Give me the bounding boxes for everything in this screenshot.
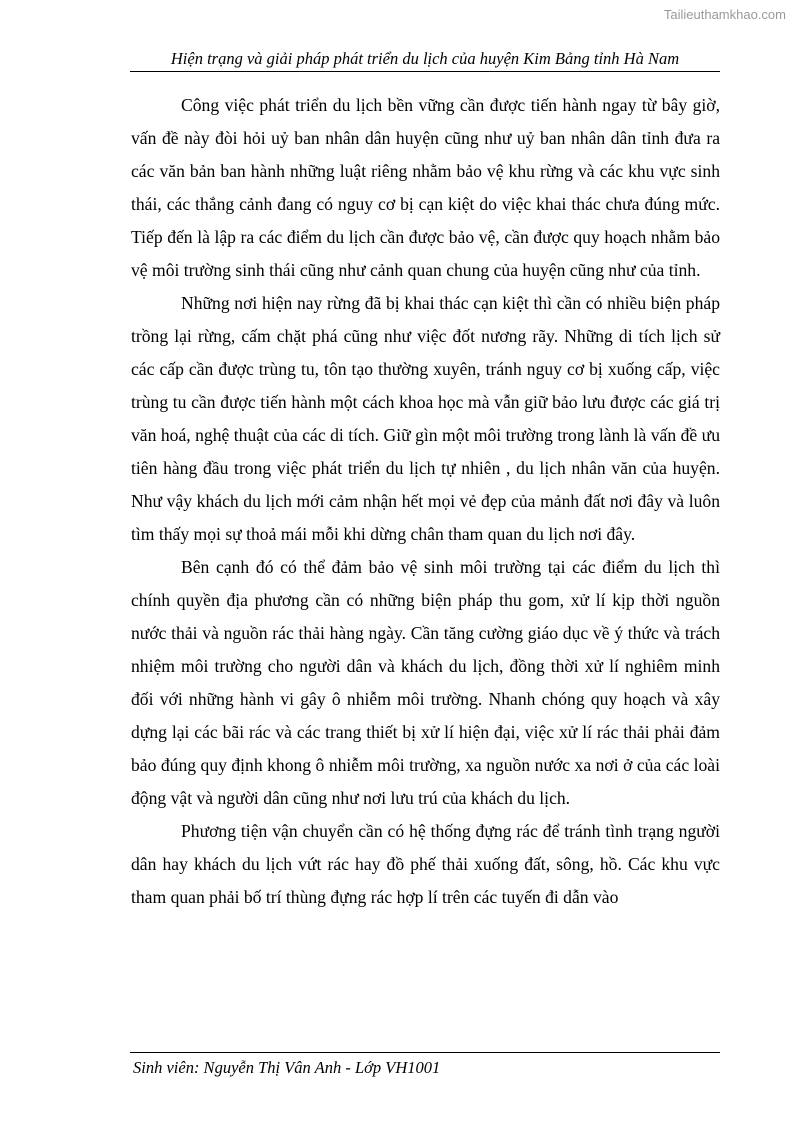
- paragraph-3: Bên cạnh đó có thể đảm bảo vệ sinh môi trường tại các điểm du lịch thì chính quyền địa phương cần có những biện pháp thu gom, xử lí kịp thời nguồn nước thải và nguồn rác thải hàng ngày. Cần tăng cường giáo dục về ý thức và trách nhiệm môi trường cho người dân và khách du lịch, đồng thời xử lí nghiêm minh đối với những hành vi gây ô nhiễm môi trường. Nhanh chóng quy hoạch và xây dựng lại các bãi rác và các trang thiết bị xử lí hiện đại, việc xử lí rác thải phải đảm bảo đúng quy định khong ô nhiễm môi trường, xa nguồn nước xa nơi ở của các loài động vật và người dân cũng như nơi lưu trú của khách du lịch.: [131, 557, 720, 808]
- paragraph-4: Phương tiện vận chuyển cần có hệ thống đựng rác để tránh tình trạng người dân hay khách du lịch vứt rác hay đồ phế thải xuống đất, sông, hồ. Các khu vực tham quan phải bố trí thùng đựng rác hợp lí trên các tuyến đi dẫn vào: [131, 821, 720, 907]
- header-divider: [130, 71, 720, 72]
- paragraph-1: Công việc phát triển du lịch bền vững cần được tiến hành ngay từ bây giờ, vấn đề này đòi hỏi uỷ ban nhân dân huyện cũng như uỷ ban nhân dân tỉnh đưa ra các văn bản ban hành những luật riêng nhằm bảo vệ khu rừng và các khu vực sinh thái, các thắng cảnh đang có nguy cơ bị cạn kiệt do việc khai thác chưa đúng mức. Tiếp đến là lập ra các điểm du lịch cần được bảo vệ, cần được quy hoạch nhằm bảo vệ môi trường sinh thái cũng như cảnh quan chung của huyện cũng như của tỉnh.: [131, 95, 720, 280]
- paragraph-2: Những nơi hiện nay rừng đã bị khai thác cạn kiệt thì cần có nhiều biện pháp trồng lại rừng, cấm chặt phá cũng như việc đốt nương rãy. Những di tích lịch sử các cấp cần được trùng tu, tôn tạo thường xuyên, tránh nguy cơ bị xuống cấp, việc trùng tu cần được tiến hành một cách khoa học mà vẫn giữ bảo lưu được các giá trị văn hoá, nghệ thuật của các di tích. Giữ gìn một môi trường trong lành là vấn đề ưu tiên hàng đầu trong việc phát triển du lịch tự nhiên , du lịch nhân văn của huyện. Như vậy khách du lịch mới cảm nhận hết mọi vẻ đẹp của mảnh đất nơi đây và luôn tìm thấy mọi sự thoả mái mỗi khi dừng chân tham quan du lịch nơi đây.: [131, 293, 720, 544]
- page-header-title: Hiện trạng và giải pháp phát triển du lịch của huyện Kim Bảng tỉnh Hà Nam: [170, 49, 680, 68]
- page-footer-author: Sinh viên: Nguyễn Thị Vân Anh - Lớp VH1001: [133, 1058, 441, 1077]
- footer-divider: [130, 1052, 720, 1053]
- document-body: [131, 89, 720, 914]
- watermark: Tailieuthamkhao.com: [663, 7, 786, 22]
